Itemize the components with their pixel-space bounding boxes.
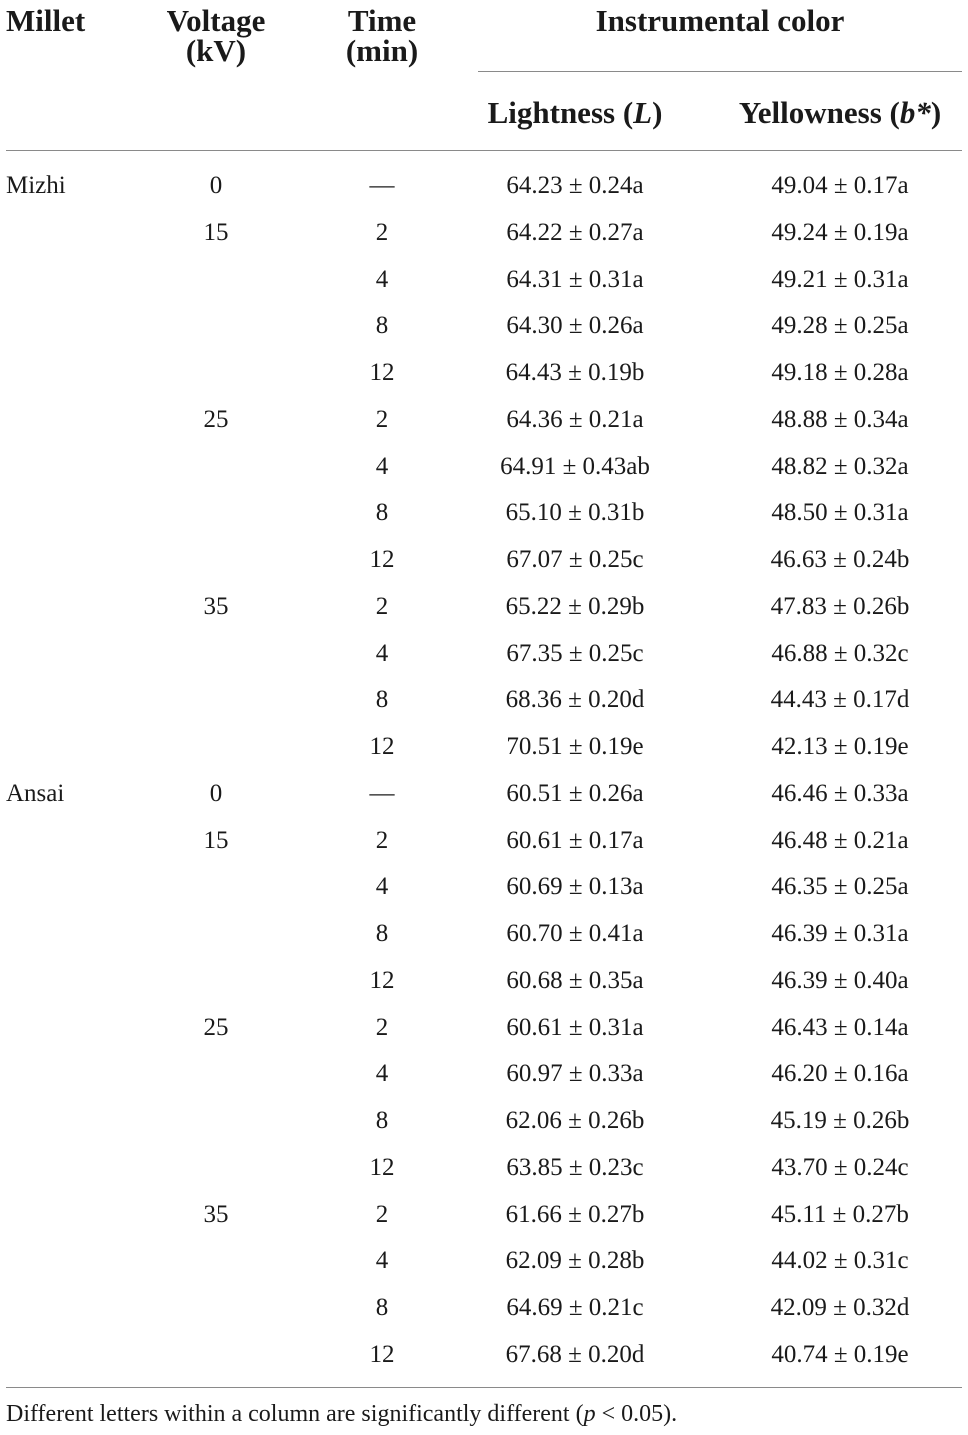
cell-yellowness: 46.88 ± 0.32c: [771, 639, 909, 667]
cell-lightness: 60.51 ± 0.26a: [506, 779, 644, 807]
table-row: [0, 677, 968, 724]
cell-yellowness: 42.09 ± 0.32d: [770, 1294, 910, 1321]
header-yellowness: [738, 95, 942, 130]
cell-time: —: [369, 172, 395, 199]
cell-lightness: 64.23 ± 0.24a: [506, 172, 644, 199]
table-row: [0, 397, 968, 444]
table-row: [0, 537, 968, 584]
cell-lightness: 65.10 ± 0.31b: [505, 499, 645, 527]
header-lightness-prefix: Lightness (: [487, 95, 634, 130]
header-lightness: [487, 95, 663, 130]
cell-time: 2: [375, 826, 389, 854]
header-millet: [6, 3, 86, 38]
cell-lightness: 64.30 ± 0.26a: [506, 312, 644, 340]
cell-lightness: 68.36 ± 0.20d: [505, 686, 645, 714]
cell-yellowness: 46.39 ± 0.31a: [771, 920, 909, 947]
cell-yellowness: 45.11 ± 0.27b: [771, 1200, 909, 1228]
table-row: [0, 257, 968, 304]
cell-yellowness: 49.18 ± 0.28a: [771, 359, 909, 386]
footer-rule: [6, 1387, 962, 1388]
cell-lightness: 67.68 ± 0.20d: [505, 1340, 645, 1368]
cell-yellowness: 48.82 ± 0.32a: [771, 452, 909, 480]
footnote-prefix: Different letters within a column are significantly different (: [6, 1401, 584, 1427]
cell-yellowness: 48.88 ± 0.34a: [771, 405, 909, 433]
header-time-label: Time: [347, 3, 417, 38]
header-voltage-label: Voltage: [166, 3, 266, 38]
header-yellowness-prefix: Yellowness (: [738, 95, 900, 130]
table-row: [0, 1285, 968, 1332]
cell-lightness: 64.69 ± 0.21c: [506, 1294, 644, 1321]
header-lightness-suffix: ): [652, 95, 663, 130]
cell-yellowness: 44.02 ± 0.31c: [771, 1247, 909, 1275]
table-row: [0, 818, 968, 865]
cell-yellowness: 49.04 ± 0.17a: [771, 172, 909, 199]
cell-time: 12: [369, 1340, 395, 1368]
table-row: [0, 1051, 968, 1098]
cell-lightness: 64.22 ± 0.27a: [506, 218, 644, 246]
cell-voltage: 15: [203, 826, 229, 854]
cell-voltage: 0: [209, 779, 223, 807]
cell-lightness: 64.31 ± 0.31a: [506, 265, 644, 293]
cell-time: 12: [369, 359, 395, 386]
cell-yellowness: 44.43 ± 0.17d: [770, 686, 910, 714]
cell-voltage: 0: [209, 172, 223, 199]
cell-time: 8: [375, 920, 389, 947]
cell-lightness: 64.43 ± 0.19b: [505, 359, 645, 386]
cell-time: 8: [375, 686, 389, 714]
cell-lightness: 60.61 ± 0.17a: [506, 826, 644, 854]
cell-time: 2: [375, 218, 389, 246]
cell-yellowness: 49.21 ± 0.31a: [771, 265, 909, 293]
cell-lightness: 70.51 ± 0.19e: [506, 733, 644, 760]
cell-voltage: 35: [203, 592, 229, 620]
cell-lightness: 64.36 ± 0.21a: [506, 405, 644, 433]
table-row: [0, 163, 968, 210]
footnote-symbol: p: [583, 1401, 596, 1427]
cell-time: 2: [375, 405, 389, 433]
header-time: [345, 3, 419, 68]
header-millet-label: Millet: [6, 3, 86, 38]
cell-lightness: 67.07 ± 0.25c: [506, 546, 644, 573]
cell-time: 8: [375, 1107, 389, 1134]
cell-lightness: 67.35 ± 0.25c: [506, 639, 644, 667]
header-yellowness-symbol: b*: [899, 95, 931, 130]
header-voltage-unit: (kV): [185, 33, 247, 68]
cell-time: 12: [369, 733, 395, 760]
header-voltage: [166, 3, 266, 68]
cell-yellowness: 46.35 ± 0.25a: [771, 873, 909, 901]
table-row: [0, 771, 968, 818]
table-row: [0, 1332, 968, 1379]
cell-yellowness: 49.28 ± 0.25a: [771, 312, 909, 340]
cell-yellowness: 46.48 ± 0.21a: [771, 826, 909, 854]
table-row: [0, 1192, 968, 1239]
cell-time: 4: [375, 265, 389, 293]
cell-lightness: 60.61 ± 0.31a: [506, 1013, 644, 1041]
cell-lightness: 60.69 ± 0.13a: [506, 873, 644, 901]
cell-lightness: 64.91 ± 0.43ab: [500, 452, 650, 480]
cell-yellowness: 43.70 ± 0.24c: [771, 1153, 909, 1181]
cell-time: 8: [375, 1294, 389, 1321]
table-row: [0, 1098, 968, 1145]
cell-yellowness: 46.46 ± 0.33a: [771, 779, 909, 807]
cell-yellowness: 45.19 ± 0.26b: [770, 1107, 910, 1134]
cell-time: 12: [369, 966, 395, 994]
table-row: [0, 911, 968, 958]
table-footnote: [6, 1398, 677, 1430]
cell-lightness: 60.68 ± 0.35a: [506, 966, 644, 994]
table-row: [0, 1238, 968, 1285]
table-row: [0, 1005, 968, 1052]
cell-yellowness: 48.50 ± 0.31a: [771, 499, 909, 527]
header-lightness-symbol: L: [633, 95, 653, 130]
cell-time: 8: [375, 312, 389, 340]
cell-lightness: 60.97 ± 0.33a: [506, 1060, 644, 1088]
cell-time: 4: [375, 452, 389, 480]
table-body: [0, 163, 968, 1379]
cell-millet: Ansai: [6, 779, 65, 807]
cell-lightness: 62.09 ± 0.28b: [505, 1247, 645, 1275]
cell-lightness: 62.06 ± 0.26b: [505, 1107, 645, 1134]
table-row: [0, 584, 968, 631]
cell-time: 2: [375, 1200, 389, 1228]
cell-yellowness: 40.74 ± 0.19e: [771, 1340, 909, 1368]
cell-voltage: 25: [203, 405, 229, 433]
header-time-unit: (min): [345, 33, 419, 68]
table-row: [0, 724, 968, 771]
cell-voltage: 15: [203, 218, 229, 246]
cell-time: 12: [369, 546, 395, 573]
table-row: [0, 490, 968, 537]
cell-voltage: 35: [203, 1200, 229, 1228]
table-row: [0, 210, 968, 257]
cell-time: 2: [375, 592, 389, 620]
header-yellowness-suffix: ): [930, 95, 942, 130]
header-rule: [6, 150, 962, 151]
cell-yellowness: 49.24 ± 0.19a: [771, 218, 909, 246]
cell-yellowness: 46.43 ± 0.14a: [771, 1013, 909, 1041]
cell-lightness: 63.85 ± 0.23c: [506, 1153, 644, 1181]
cell-yellowness: 46.39 ± 0.40a: [771, 966, 909, 994]
table-row: [0, 958, 968, 1005]
cell-time: 8: [375, 499, 389, 527]
cell-lightness: 60.70 ± 0.41a: [506, 920, 644, 947]
cell-millet: Mizhi: [6, 172, 66, 199]
cell-yellowness: 47.83 ± 0.26b: [770, 592, 910, 620]
table-row: [0, 864, 968, 911]
table-row: [0, 1145, 968, 1192]
cell-time: 4: [375, 1247, 389, 1275]
header-instrumental-color-label: Instrumental color: [595, 3, 845, 38]
cell-yellowness: 42.13 ± 0.19e: [771, 733, 909, 760]
table-row: [0, 631, 968, 678]
cell-time: 4: [375, 1060, 389, 1088]
table-row: [0, 350, 968, 397]
cell-lightness: 61.66 ± 0.27b: [505, 1200, 645, 1228]
table-row: [0, 303, 968, 350]
header-instrumental-color: [595, 3, 845, 38]
cell-lightness: 65.22 ± 0.29b: [505, 592, 645, 620]
cell-time: 12: [369, 1153, 395, 1181]
subheader-rule: [478, 71, 962, 72]
cell-yellowness: 46.63 ± 0.24b: [770, 546, 910, 573]
cell-time: 4: [375, 873, 389, 901]
cell-time: 2: [375, 1013, 389, 1041]
cell-time: —: [369, 779, 395, 807]
table-row: [0, 444, 968, 491]
footnote-suffix: < 0.05).: [595, 1401, 678, 1427]
cell-yellowness: 46.20 ± 0.16a: [771, 1060, 909, 1088]
cell-time: 4: [375, 639, 389, 667]
cell-voltage: 25: [203, 1013, 229, 1041]
